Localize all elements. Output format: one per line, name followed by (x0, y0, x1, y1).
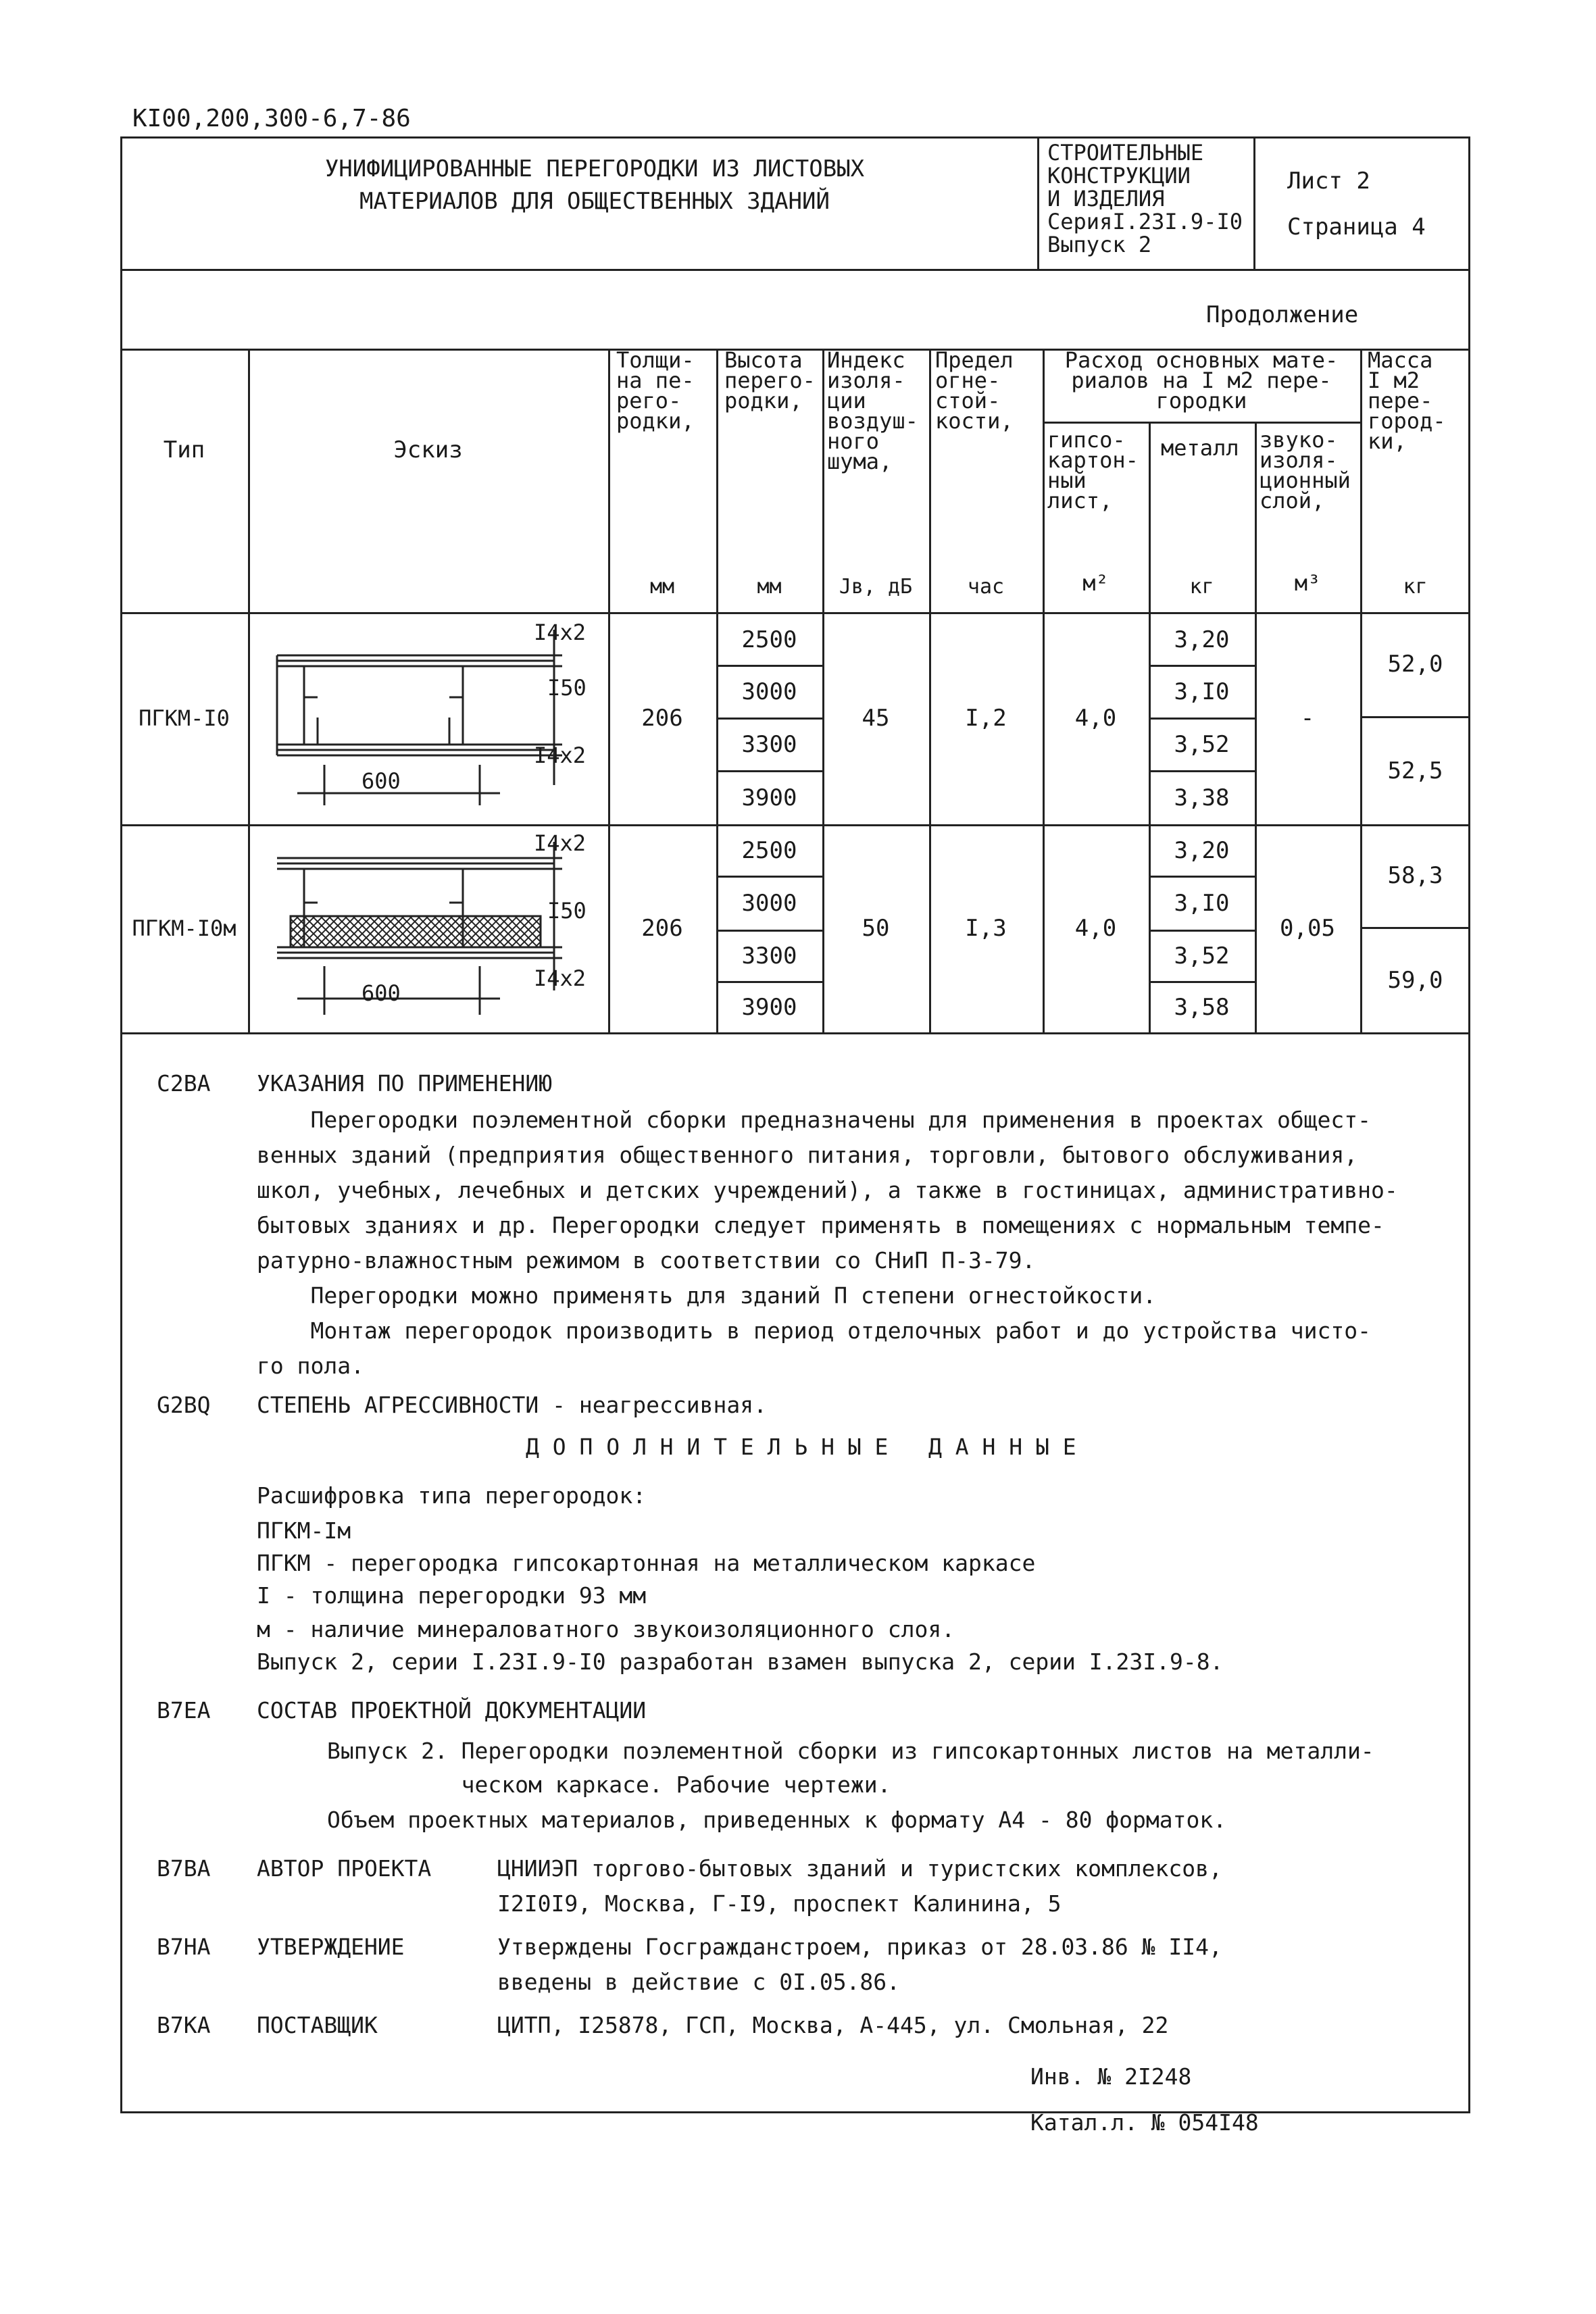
aggressiveness-text: СТЕПЕНЬ АГРЕССИВНОСТИ - неагрессивная. (257, 1392, 767, 1418)
row2-metal-1: 3,20 (1174, 837, 1230, 864)
row2-sketch-width: 600 (361, 980, 401, 1006)
row1-sound: - (1300, 705, 1315, 732)
author-line-2: I2I0I9, Москва, Г-I9, проспект Калинина, 5 (497, 1890, 1062, 1917)
row2-sketch-mid: I50 (547, 898, 587, 924)
document-code: КI00,200,300-6,7-86 (132, 105, 411, 132)
section-code-b7ea: В7ЕА (157, 1697, 211, 1724)
row1-sketch-mid: I50 (547, 675, 587, 701)
row2-height-3: 3300 (741, 942, 797, 970)
row1-height-3: 3300 (741, 731, 797, 758)
table-bottom-line (120, 1032, 1470, 1034)
decode-line-3: ПГКМ - перегородка гипсокартонная на металлическом каркасе (257, 1550, 1036, 1576)
decode-line-5: м - наличие минераловатного звукоизоляционного слоя. (257, 1616, 955, 1642)
header-thickness: Толщи- на пе- рего- родки, (616, 347, 695, 434)
partition-sketch-1 (257, 616, 601, 819)
catalog-number: Катал.л. № 054I48 (1030, 2109, 1259, 2136)
unit-height: мм (757, 574, 782, 599)
section-title-supplier: ПОСТАВЩИК (257, 2012, 378, 2038)
header-fire: Предел огне- стой- кости, (935, 347, 1014, 434)
section-code-b7ka: В7КА (157, 2012, 211, 2038)
header-sound: звуко- изоля- ционный слой, (1260, 427, 1351, 513)
row1-mass-1: 52,0 (1387, 651, 1443, 678)
row1-metal-2: 3,I0 (1174, 678, 1230, 705)
header-metal: металл (1161, 435, 1239, 461)
row2-gypsum: 4,0 (1074, 915, 1117, 942)
section-title-author: АВТОР ПРОЕКТА (257, 1855, 432, 1882)
unit-thickness: мм (649, 574, 675, 599)
partition-sketch-2 (257, 828, 601, 1028)
title-line-2: МАТЕРИАЛОВ ДЛЯ ОБЩЕСТВЕННЫХ ЗДАНИЙ (359, 188, 830, 215)
header-vline-2 (1253, 136, 1255, 269)
row1-height-4: 3900 (741, 784, 797, 811)
row2-thickness: 206 (641, 915, 683, 942)
usage-line-7: Монтаж перегородок производить в период отделочных работ и до устройства чисто- (257, 1317, 1372, 1344)
header-sketch: Эскиз (393, 436, 463, 463)
row1-thickness: 206 (641, 705, 683, 732)
unit-mass: кг (1403, 574, 1428, 599)
section-title-docs: СОСТАВ ПРОЕКТНОЙ ДОКУМЕНТАЦИИ (257, 1697, 647, 1724)
row1-type: ПГКМ-I0 (139, 705, 230, 731)
row1-sketch (257, 616, 601, 819)
section-code-g2bq: G2BQ (157, 1392, 211, 1418)
row1-sketch-top: I4х2 (534, 620, 587, 645)
header-gypsum: гипсо- картон- ный лист, (1047, 427, 1139, 513)
decode-line-1: Расшифровка типа перегородок: (257, 1482, 647, 1509)
unit-fire: час (967, 574, 1005, 599)
series-line-1: СТРОИТЕЛЬНЫЕ (1047, 140, 1204, 166)
decode-line-2: ПГКМ-Iм (257, 1517, 351, 1544)
row2-mass-2: 59,0 (1387, 967, 1443, 994)
usage-line-8: го пола. (257, 1353, 364, 1379)
row1-sketch-bot: I4х2 (534, 743, 587, 768)
row2-fire: I,3 (965, 915, 1007, 942)
continuation-label: Продолжение (1206, 301, 1359, 328)
unit-gypsum: м² (1082, 570, 1109, 596)
header-height: Высота перего- родки, (724, 347, 816, 413)
series-line-3: И ИЗДЕЛИЯ (1047, 186, 1165, 211)
row1-metal-3: 3,52 (1174, 731, 1230, 758)
row2-type: ПГКМ-I0м (132, 915, 236, 941)
header-vline-1 (1037, 136, 1039, 269)
docs-line-3: Объем проектных материалов, приведенных к формату А4 - 80 форматок. (327, 1807, 1227, 1833)
row2-sketch-bot: I4х2 (534, 965, 587, 991)
row2-metal-4: 3,58 (1174, 994, 1230, 1021)
unit-index: Jв, дБ (839, 574, 913, 599)
header-type: Тип (163, 436, 205, 463)
row2-index: 50 (862, 915, 890, 942)
row1-metal-1: 3,20 (1174, 626, 1230, 653)
approval-line-2: введены в действие с 0I.05.86. (497, 1969, 901, 1995)
row2-sound: 0,05 (1280, 915, 1335, 942)
section-title-approval: УТВЕРЖДЕНИЕ (257, 1934, 405, 1960)
usage-line-1: Перегородки поэлементной сборки предназначены для применения в проектах общест- (257, 1107, 1372, 1133)
row2-metal-3: 3,52 (1174, 942, 1230, 970)
row2-sketch-top: I4х2 (534, 830, 587, 856)
section-code-c2ba: С2ВА (157, 1070, 211, 1097)
section-title-usage: УКАЗАНИЯ ПО ПРИМЕНЕНИЮ (257, 1070, 553, 1097)
row1-sketch-width: 600 (361, 768, 401, 794)
section-code-b7ha: В7НА (157, 1934, 211, 1960)
additional-data-title: Д О П О Л Н И Т Е Л Ь Н Ы Е Д А Н Н Ы Е (526, 1434, 1076, 1460)
title-line-1: УНИФИЦИРОВАННЫЕ ПЕРЕГОРОДКИ ИЗ ЛИСТОВЫХ (324, 155, 865, 182)
sheet-number: Лист 2 (1287, 168, 1370, 195)
row2-height-2: 3000 (741, 890, 797, 917)
row2-mass-1: 58,3 (1387, 862, 1443, 889)
row1-height-2: 3000 (741, 678, 797, 705)
header-divider (120, 269, 1470, 271)
page-number: Страница 4 (1287, 213, 1426, 241)
row1-mass-2: 52,5 (1387, 757, 1443, 784)
consumption-subline (1043, 422, 1360, 424)
usage-line-5: ратурно-влажностным режимом в соответствии со СНиП П-3-79. (257, 1247, 1036, 1274)
header-consumption: Расход основных мате- риалов на I м2 пере- городки (1064, 347, 1339, 413)
inventory-number: Инв. № 2I248 (1030, 2063, 1192, 2090)
row2-height-4: 3900 (741, 994, 797, 1021)
author-line-1: ЦНИИЭП торгово-бытовых зданий и туристских комплексов, (497, 1855, 1222, 1882)
row1-metal-4: 3,38 (1174, 784, 1230, 811)
series-line-5: Выпуск 2 (1047, 232, 1152, 257)
usage-line-6: Перегородки можно применять для зданий П степени огнестойкости. (257, 1282, 1157, 1309)
section-code-b7ba: В7ВА (157, 1855, 211, 1882)
series-line-4: СерияI.23I.9-I0 (1047, 209, 1243, 234)
row2-sketch (257, 828, 601, 1028)
docs-line-2: ческом каркасе. Рабочие чертежи. (327, 1771, 891, 1798)
row1-index: 45 (862, 705, 890, 732)
header-mass: Масса I м2 пере- город- ки, (1368, 347, 1446, 454)
approval-line-1: Утверждены Госгражданстроем, приказ от 28.03.86 № II4, (497, 1934, 1222, 1960)
docs-line-1: Выпуск 2. Перегородки поэлементной сборки из гипсокартонных листов на металли- (327, 1738, 1374, 1764)
usage-line-2: венных зданий (предприятия общественного питания, торговли, бытового обслуживания, (257, 1142, 1358, 1168)
usage-line-4: бытовых зданиях и др. Перегородки следует применять в помещениях с нормальным темпе- (257, 1212, 1385, 1238)
row1-fire: I,2 (965, 705, 1007, 732)
series-line-2: КОНСТРУКЦИИ (1047, 163, 1191, 188)
decode-line-6: Выпуск 2, серии I.23I.9-I0 разработан взамен выпуска 2, серии I.23I.9-8. (257, 1649, 1224, 1675)
unit-sound: м³ (1294, 570, 1321, 596)
usage-line-3: школ, учебных, лечебных и детских учреждений), а также в гостиницах, административно- (257, 1177, 1398, 1203)
row1-height-1: 2500 (741, 626, 797, 653)
row2-metal-2: 3,I0 (1174, 890, 1230, 917)
row1-gypsum: 4,0 (1074, 705, 1117, 732)
unit-metal: кг (1189, 574, 1214, 599)
header-index: Индекс изоля- ции воздуш- ного шума, (827, 347, 918, 474)
row2-height-1: 2500 (741, 837, 797, 864)
supplier-text: ЦИТП, I25878, ГСП, Москва, А-445, ул. Смольная, 22 (497, 2012, 1169, 2038)
decode-line-4: I - толщина перегородки 93 мм (257, 1582, 647, 1609)
